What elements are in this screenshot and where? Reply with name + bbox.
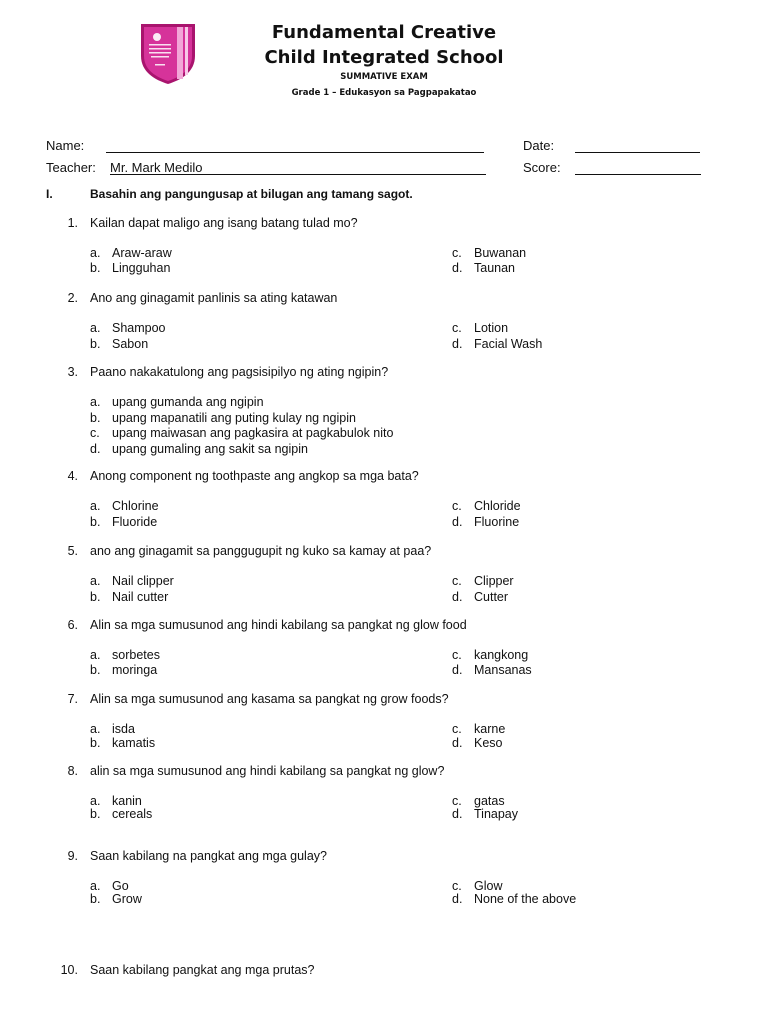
option-text: upang maiwasan ang pagkasira at pagkabulok nito: [112, 426, 394, 440]
option-text: Araw-araw: [112, 246, 172, 260]
exam-type: SUMMATIVE EXAM: [340, 72, 428, 82]
question-number: 9.: [67, 849, 78, 863]
option-letter: b.: [90, 736, 101, 750]
teacher-name: Mr. Mark Medilo: [110, 160, 203, 175]
option-text: Chlorine: [112, 499, 159, 513]
option-text: Fluorine: [474, 515, 520, 529]
option-text: upang mapanatili ang puting kulay ng ngipin: [112, 410, 356, 425]
score-field-line[interactable]: [575, 174, 701, 175]
option-text: Shampoo: [112, 321, 166, 335]
option-letter: b.: [90, 337, 101, 351]
option-letter: c.: [452, 648, 462, 662]
question-number: 1.: [67, 216, 78, 230]
question-number: 8.: [67, 764, 78, 778]
option-text: Tinapay: [474, 807, 519, 821]
option-letter: a.: [90, 879, 101, 893]
teacher-label: Teacher:: [46, 160, 96, 175]
option-text: upang gumaling ang sakit sa ngipin: [112, 441, 308, 456]
question-text: Alin sa mga sumusunod ang hindi kabilang sa pangkat ng glow food: [90, 618, 467, 632]
option-text: Facial Wash: [474, 337, 543, 351]
option-letter: b.: [90, 663, 101, 677]
option-letter: a.: [90, 648, 101, 662]
question-number: 4.: [67, 469, 78, 483]
question-text: Saan kabilang na pangkat ang mga gulay?: [90, 849, 327, 863]
option-text: Lingguhan: [112, 261, 171, 275]
option-letter: c.: [452, 574, 462, 588]
option-text: upang gumanda ang ngipin: [112, 395, 264, 409]
question-text: Ano ang ginagamit panlinis sa ating katawan: [90, 291, 338, 305]
option-letter: d.: [90, 441, 101, 456]
option-text: kamatis: [112, 736, 156, 750]
question-text: alin sa mga sumusunod ang hindi kabilang sa pangkat ng glow?: [90, 764, 445, 778]
option-letter: d.: [452, 590, 463, 604]
option-text: moringa: [112, 663, 158, 677]
option-text: Fluoride: [112, 515, 158, 529]
option-letter: a.: [90, 321, 101, 335]
option-text: Sabon: [112, 337, 149, 351]
name-label: Name:: [46, 138, 85, 153]
option-letter: b.: [90, 807, 101, 821]
question-number: 7.: [67, 692, 78, 706]
option-text: Clipper: [474, 574, 514, 588]
exam-subject: Grade 1 – Edukasyon sa Pagpapakatao: [291, 88, 477, 98]
option-text: Keso: [474, 736, 503, 750]
question-number: 3.: [67, 365, 78, 379]
option-text: Taunan: [474, 261, 516, 275]
question-text: Kailan dapat maligo ang isang batang tulad mo?: [90, 216, 358, 230]
option-letter: d.: [452, 892, 463, 906]
question-number: 2.: [67, 291, 78, 305]
option-text: karne: [474, 722, 506, 736]
option-letter: b.: [90, 590, 101, 604]
option-text: Mansanas: [474, 663, 532, 677]
school-name-line2: Child Integrated School: [264, 47, 504, 68]
question-text: ano ang ginagamit sa panggugupit ng kuko sa kamay at paa?: [90, 544, 432, 558]
option-letter: a.: [90, 722, 101, 736]
option-text: None of the above: [474, 892, 577, 906]
option-text: Cutter: [474, 590, 509, 604]
question-number: 6.: [67, 618, 78, 632]
question-text: Alin sa mga sumusunod ang kasama sa pangkat ng grow foods?: [90, 692, 449, 706]
date-label: Date:: [523, 138, 555, 153]
option-letter: a.: [90, 395, 101, 409]
option-letter: d.: [452, 736, 463, 750]
name-field-line[interactable]: [106, 152, 484, 153]
option-letter: a.: [90, 246, 101, 260]
option-letter: c.: [452, 321, 462, 335]
option-letter: b.: [90, 410, 101, 425]
option-letter: a.: [90, 794, 101, 808]
option-letter: d.: [452, 807, 463, 821]
option-text: kangkong: [474, 648, 529, 662]
question-text: Saan kabilang pangkat ang mga prutas?: [90, 963, 315, 977]
option-text: sorbetes: [112, 648, 160, 662]
option-text: Nail clipper: [112, 574, 174, 588]
section-instruction: Basahin ang pangungusap at bilugan ang tamang sagot.: [90, 187, 413, 201]
option-letter: b.: [90, 892, 101, 906]
option-text: cereals: [112, 807, 153, 821]
date-field-line[interactable]: [575, 152, 700, 153]
option-letter: b.: [90, 515, 101, 529]
option-letter: c.: [452, 722, 462, 736]
option-letter: d.: [452, 337, 463, 351]
option-text: Grow: [112, 892, 142, 906]
option-letter: c.: [452, 246, 462, 260]
option-letter: d.: [452, 663, 463, 677]
question-number: 10.: [60, 963, 78, 977]
question-text: Paano nakakatulong ang pagsisipilyo ng ating ngipin?: [90, 365, 389, 379]
option-letter: c.: [452, 794, 462, 808]
option-text: Lotion: [474, 321, 509, 335]
school-logo-shield: [135, 20, 201, 86]
option-letter: d.: [452, 261, 463, 275]
option-letter: a.: [90, 574, 101, 588]
question-text: Anong component ng toothpaste ang angkop sa mga bata?: [90, 469, 419, 483]
option-letter: b.: [90, 261, 101, 275]
option-letter: c.: [452, 499, 462, 513]
option-text: Chloride: [474, 499, 521, 513]
teacher-field-line: [110, 174, 486, 175]
school-name-line1: Fundamental Creative: [271, 22, 497, 43]
section-number: I.: [46, 187, 53, 201]
question-number: 5.: [67, 544, 78, 558]
option-text: Nail cutter: [112, 590, 169, 604]
option-letter: a.: [90, 499, 101, 513]
score-label: Score:: [523, 160, 561, 175]
option-text: gatas: [474, 794, 505, 808]
option-text: Buwanan: [474, 246, 527, 260]
option-text: kanin: [112, 794, 142, 808]
option-text: Glow: [474, 879, 503, 893]
option-letter: d.: [452, 515, 463, 529]
option-text: Go: [112, 879, 129, 893]
option-letter: c.: [452, 879, 462, 893]
option-letter: c.: [90, 426, 100, 440]
option-text: isda: [112, 722, 135, 736]
